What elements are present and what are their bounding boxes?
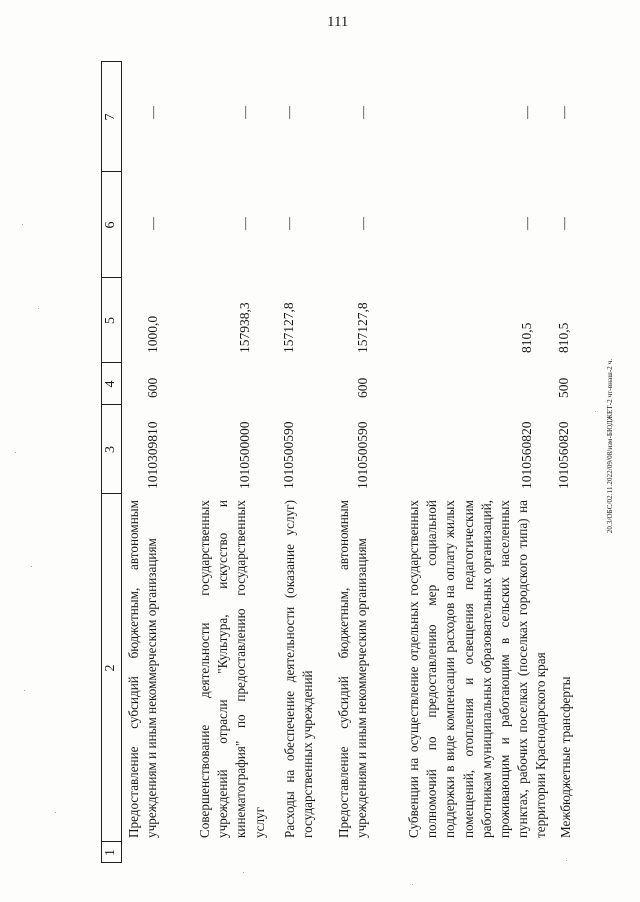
scan-speck: [38, 308, 39, 309]
row-amount: 810,5: [556, 322, 571, 353]
row-col7-value: —: [281, 106, 296, 119]
header-col-2: 2: [103, 664, 118, 672]
row-col6-value: —: [237, 217, 252, 230]
row-expense-type: 600: [355, 377, 370, 398]
grid-line: [101, 61, 102, 863]
grid-line: [121, 61, 122, 863]
row-expense-type: 600: [145, 377, 160, 398]
row-code: 1010500590: [355, 421, 370, 489]
row-code: 1010500590: [281, 421, 296, 489]
row-col7-value: —: [237, 106, 252, 119]
row-amount: 1000,0: [145, 315, 160, 353]
row-expense-type: 500: [556, 377, 571, 398]
page-number: 111: [327, 14, 349, 30]
scan-speck: [22, 224, 23, 225]
row-col7-value: —: [519, 106, 534, 119]
row-description: Расходы на обеспечение деятельности (оказание услуг) государственных учреждений: [282, 500, 316, 838]
row-col7-value: —: [556, 106, 571, 119]
row-amount: 810,5: [519, 322, 534, 353]
row-col7-value: —: [145, 106, 160, 119]
header-col-5: 5: [103, 317, 118, 324]
row-description: Предоставление субсидий бюджетным, автономным учреждениям и иным некоммерческим организациям: [336, 500, 370, 838]
row-amount: 157127,8: [355, 302, 370, 353]
row-amount: 157938,3: [237, 302, 252, 353]
scan-speck: [566, 860, 567, 861]
scan-speck: [243, 872, 244, 873]
scan-speck: [24, 690, 25, 691]
scan-speck: [412, 884, 413, 885]
header-col-1: 1: [103, 849, 118, 856]
row-description: Межбюджетные трансферты: [558, 676, 573, 838]
row-description: Предоставление субсидий бюджетным, автономным учреждениям и иным некоммерческим организациям: [126, 500, 160, 838]
row-col6-value: —: [519, 217, 534, 230]
row-code: 1010500000: [237, 421, 252, 489]
scan-speck: [55, 812, 56, 813]
row-col6-value: —: [281, 217, 296, 230]
row-col6-value: —: [145, 217, 160, 230]
side-note-text: 20.3/ОБС/02.11.2022/09/08/изм-БЮДЖЕТ-2 чт-внаш-2 ч.: [606, 358, 614, 534]
row-col7-value: —: [355, 106, 370, 119]
row-amount: 157127,8: [281, 302, 296, 353]
scan-speck: [595, 411, 596, 412]
row-col6-value: —: [556, 217, 571, 230]
scan-speck: [15, 452, 16, 453]
row-code: 1010560820: [519, 421, 534, 489]
row-code: 1010309810: [145, 421, 160, 489]
row-description: Субвенции на осуществление отдельных государственных полномочий по предоставлению мер социальной поддержки в виде компенсации расходов на оплату жилых помещений, отопления и освещения педагогическим работникам муниципальных образовательных организаций, проживающим и работающим в сельских населенных пунктах, рабочих поселках (поселках городского типа) на территории Краснодарского края: [406, 500, 549, 838]
row-code: 1010560820: [556, 421, 571, 489]
side-note: [603, 46, 617, 846]
header-col-7: 7: [103, 113, 118, 121]
row-col6-value: —: [355, 217, 370, 230]
scan-speck: [31, 566, 32, 567]
table-stage: [101, 61, 581, 863]
budget-table: [101, 61, 581, 863]
row-description: Совершенствование деятельности государственных учреждений отрасли "Культура, искусство и кинематография" по предоставлению государственных услуг: [197, 500, 267, 838]
header-col-3: 3: [103, 446, 118, 453]
header-col-6: 6: [103, 221, 118, 229]
header-col-4: 4: [103, 380, 118, 388]
